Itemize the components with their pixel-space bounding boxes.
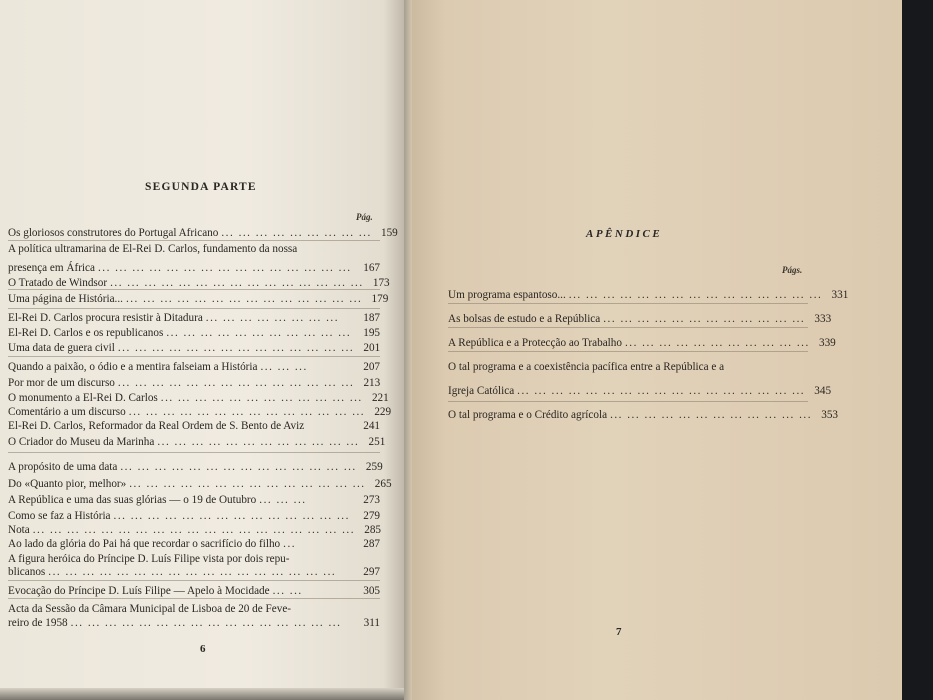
toc-entry-page: 207 <box>363 361 380 373</box>
toc-entry-title: A República e uma das suas glórias — o 19 de Outubro <box>8 494 257 506</box>
toc-entry-title: O tal programa e a coexistência pacífica entre a República e a <box>448 361 725 373</box>
toc-leader-dots: ... ... ... ... ... ... ... ... ... ... ... <box>624 337 810 349</box>
toc-leader-dots: ... ... ... ... ... ... ... ... <box>205 312 339 324</box>
toc-entry-title: Quando a paixão, o ódio e a mentira falseiam a História <box>8 361 258 373</box>
separator-rule <box>8 240 380 241</box>
toc-entry-title: Uma página de História... <box>8 293 123 305</box>
toc-entry <box>8 510 380 522</box>
toc-entry-page: 173 <box>372 277 390 289</box>
toc-leader-dots: ... ... ... ... ... ... ... ... ... ... ... ... ... ... <box>125 293 363 305</box>
toc-entry-title: presença em África <box>8 262 95 274</box>
toc-entry-page: 287 <box>363 538 380 550</box>
toc-entry <box>8 262 380 274</box>
toc-entry <box>8 585 380 597</box>
toc-entry <box>448 289 849 301</box>
toc-entry-title: O tal programa e o Crédito agrícola <box>448 409 608 421</box>
toc-entry-page: 339 <box>818 337 836 349</box>
toc-entry-title: Os gloriosos construtores do Portugal Africano <box>8 227 219 239</box>
toc-leader-dots: ... ... ... ... ... ... ... ... ... ... ... ... ... ... <box>117 342 355 354</box>
toc-entry-page: 331 <box>831 289 849 301</box>
separator-rule <box>8 452 380 453</box>
left-book-page <box>0 0 408 700</box>
toc-entry <box>8 538 380 550</box>
toc-entry-title: A propósito de uma data <box>8 461 118 473</box>
toc-entry-title: Acta da Sessão da Câmara Municipal de Lisboa de 20 de Feve- <box>8 603 292 615</box>
toc-entry <box>8 406 392 418</box>
book-gutter <box>404 0 412 700</box>
toc-entry-page: 229 <box>374 406 392 418</box>
toc-entry <box>8 293 389 305</box>
page-column-label: Págs. <box>782 265 803 275</box>
right-book-page <box>406 0 902 700</box>
toc-entry-page: 333 <box>814 313 832 325</box>
toc-entry <box>8 461 383 473</box>
toc-entry <box>8 478 392 490</box>
toc-entry-page: 221 <box>371 392 389 404</box>
toc-entry-title: El-Rei D. Carlos e os republicanos <box>8 327 164 339</box>
toc-entry <box>8 342 380 354</box>
page-edge-shadow <box>0 688 408 700</box>
toc-entry-title: O monumento a El-Rei D. Carlos <box>8 392 158 404</box>
toc-leader-dots: ... ... ... ... ... ... ... ... ... ... ... ... ... ... <box>113 510 350 522</box>
toc-leader-dots: ... ... ... ... ... ... ... ... ... ... ... ... ... ... <box>120 461 357 473</box>
toc-entry <box>448 337 836 349</box>
toc-entry <box>448 385 832 397</box>
toc-leader-dots: ... ... ... ... ... ... ... ... ... ... ... ... <box>160 392 363 404</box>
toc-entry-title: Como se faz a História <box>8 510 111 522</box>
toc-entry-title: Do «Quanto pior, melhor» <box>8 478 127 490</box>
separator-rule <box>448 401 808 402</box>
section-heading: SEGUNDA PARTE <box>145 181 257 193</box>
toc-entry-page: 179 <box>371 293 389 305</box>
toc-leader-dots: ... ... <box>272 585 303 597</box>
toc-entry <box>8 524 380 536</box>
page-number: 7 <box>616 626 622 638</box>
toc-entry-page: 297 <box>363 566 380 578</box>
toc-entry-title: Uma data de guera civil <box>8 342 115 354</box>
toc-entry-page: 285 <box>364 524 382 536</box>
toc-entry-page: 353 <box>821 409 839 421</box>
toc-entry-page: 273 <box>363 494 380 506</box>
toc-entry-title: El-Rei D. Carlos procura resistir à Ditadura <box>8 312 203 324</box>
separator-rule <box>8 580 380 581</box>
toc-entry <box>8 553 380 565</box>
toc-entry <box>8 494 380 506</box>
toc-leader-dots: ... ... ... ... ... ... ... ... ... ... ... ... ... ... <box>117 377 355 389</box>
toc-leader-dots: ... ... ... ... ... ... ... ... ... ... ... ... <box>603 313 806 325</box>
toc-leader-dots: ... ... ... ... ... ... ... ... ... ... ... ... ... ... <box>128 406 366 418</box>
toc-leader-dots: ... ... ... ... ... ... ... ... ... ... ... ... ... ... ... ... <box>70 617 342 629</box>
toc-entry <box>8 436 386 448</box>
toc-leader-dots: ... ... ... ... ... ... ... ... ... ... ... ... ... ... ... ... ... <box>517 385 806 397</box>
toc-entry <box>8 566 380 578</box>
toc-entry-page: 259 <box>365 461 383 473</box>
toc-entry-title: O Tratado de Windsor <box>8 277 108 289</box>
section-heading: APÊNDICE <box>586 228 663 240</box>
toc-entry-page: 213 <box>363 377 381 389</box>
toc-leader-dots: ... ... ... <box>260 361 308 373</box>
toc-entry-page: 159 <box>380 227 398 239</box>
separator-rule <box>8 308 380 309</box>
separator-rule <box>448 327 808 328</box>
separator-rule <box>8 289 380 290</box>
toc-entry-page: 265 <box>374 478 392 490</box>
toc-entry-page: 187 <box>363 312 380 324</box>
toc-entry <box>8 361 380 373</box>
toc-entry-page: 241 <box>363 420 380 432</box>
toc-leader-dots: ... <box>283 538 297 550</box>
toc-entry-page: 305 <box>363 585 380 597</box>
toc-entry-page: 279 <box>363 510 380 522</box>
toc-entry-title: reiro de 1958 <box>8 617 68 629</box>
toc-entry-page: 345 <box>814 385 832 397</box>
toc-entry <box>448 409 839 421</box>
separator-rule <box>448 351 808 352</box>
toc-entry-title: El-Rei D. Carlos, Reformador da Real Ordem de S. Bento de Aviz <box>8 420 305 432</box>
toc-leader-dots: ... ... ... ... ... ... ... ... ... ... ... <box>166 327 352 339</box>
toc-entry-page: 195 <box>363 327 380 339</box>
toc-entry <box>8 392 389 404</box>
toc-entry-page: 251 <box>368 436 386 448</box>
toc-entry-title: A política ultramarina de El-Rei D. Carlos, fundamento da nossa <box>8 243 298 255</box>
toc-leader-dots: ... ... ... ... ... ... ... ... ... ... ... ... ... ... <box>129 478 366 490</box>
separator-rule <box>8 598 380 599</box>
toc-entry-title: Um programa espantoso... <box>448 289 566 301</box>
page-column-label: Pág. <box>356 212 373 222</box>
toc-leader-dots: ... ... ... <box>259 494 307 506</box>
toc-entry <box>448 313 832 325</box>
toc-entry <box>8 312 380 324</box>
toc-leader-dots: ... ... ... ... ... ... ... ... ... ... ... ... ... ... ... <box>110 277 364 289</box>
toc-entry <box>8 327 380 339</box>
toc-entry-title: blicanos <box>8 566 46 578</box>
toc-entry <box>8 617 380 629</box>
toc-entry-title: Nota <box>8 524 30 536</box>
toc-entry-title: A República e a Protecção ao Trabalho <box>448 337 622 349</box>
toc-entry <box>8 277 390 289</box>
toc-entry-title: Evocação do Príncipe D. Luís Filipe — Apelo à Mocidade <box>8 585 270 597</box>
toc-leader-dots: ... ... ... ... ... ... ... ... ... <box>221 227 372 239</box>
toc-entry <box>8 420 380 432</box>
separator-rule <box>8 356 380 357</box>
toc-leader-dots: ... ... ... ... ... ... ... ... ... ... ... ... <box>610 409 813 421</box>
toc-entry-title: Ao lado da glória do Pai há que recordar o sacrifício do filho <box>8 538 281 550</box>
toc-entry <box>8 227 398 239</box>
toc-entry-title: A figura heróica do Príncipe D. Luís Filipe vista por dois repu- <box>8 553 290 565</box>
page-number: 6 <box>200 643 206 655</box>
toc-leader-dots: ... ... ... ... ... ... ... ... ... ... ... ... ... ... ... ... ... <box>48 566 337 578</box>
toc-entry <box>448 361 808 373</box>
toc-entry <box>8 243 380 255</box>
toc-entry-page: 311 <box>363 617 380 629</box>
toc-entry-title: Comentário a um discurso <box>8 406 126 418</box>
toc-entry <box>8 377 380 389</box>
toc-leader-dots: ... ... ... ... ... ... ... ... ... ... ... ... ... ... ... <box>97 262 352 274</box>
toc-entry-title: As bolsas de estudo e a República <box>448 313 601 325</box>
toc-entry-page: 167 <box>363 262 380 274</box>
toc-entry-title: Por mor de um discurso <box>8 377 115 389</box>
toc-entry-title: O Criador do Museu da Marinha <box>8 436 155 448</box>
toc-entry <box>8 603 380 615</box>
toc-entry-page: 201 <box>363 342 381 354</box>
toc-leader-dots: ... ... ... ... ... ... ... ... ... ... ... ... ... ... ... <box>568 289 823 301</box>
toc-leader-dots: ... ... ... ... ... ... ... ... ... ... ... ... ... ... ... ... ... ... ... <box>32 524 356 536</box>
separator-rule <box>448 303 808 304</box>
toc-leader-dots: ... ... ... ... ... ... ... ... ... ... ... ... <box>157 436 360 448</box>
toc-entry-title: Igreja Católica <box>448 385 515 397</box>
